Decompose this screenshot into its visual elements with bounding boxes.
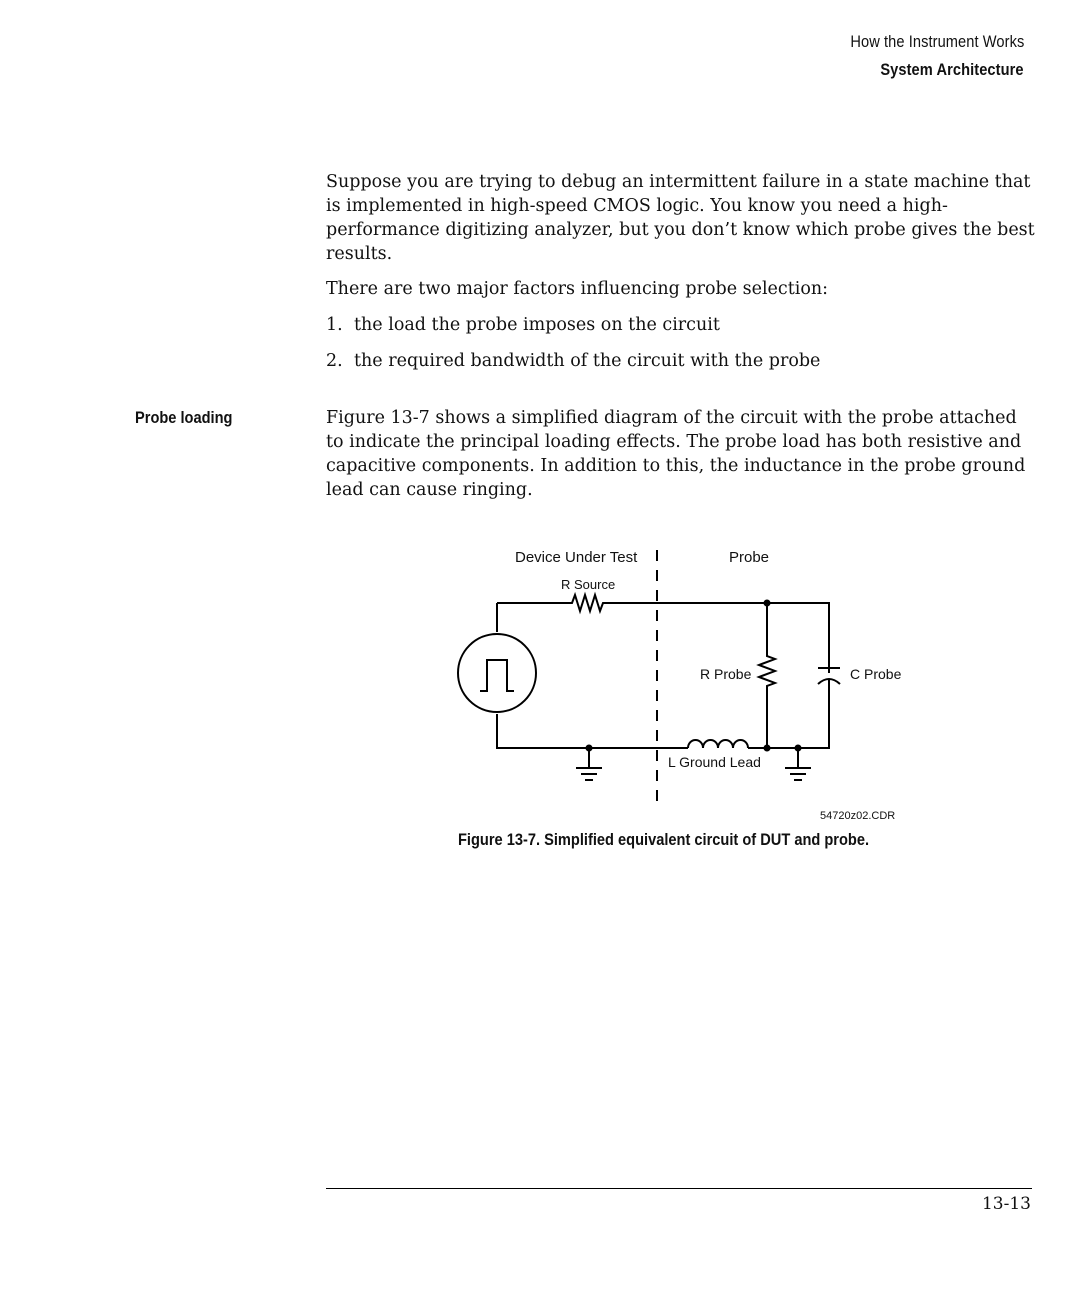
label-r-probe: R Probe	[700, 666, 752, 682]
junction-dot	[764, 745, 771, 752]
label-c-probe: C Probe	[850, 666, 902, 682]
page-number: 13-13	[981, 1194, 1031, 1214]
list-item-text: the load the probe imposes on the circuit	[354, 315, 720, 335]
circuit-diagram	[430, 540, 930, 830]
left-wire-bottom	[497, 714, 688, 748]
probe-loading-paragraph: Figure 13-7 shows a simplified diagram of the circuit with the probe attached to indicate the principal loading effects. The probe load has both resistive and capacitive components. In addition to this, the inductance in the probe ground lead can cause ringing.	[326, 408, 1026, 500]
footer-rule	[326, 1188, 1032, 1189]
list-item	[326, 349, 1036, 373]
factors-intro: There are two major factors influencing probe selection:	[326, 279, 829, 299]
side-heading: Probe loading	[135, 408, 233, 427]
ground-symbol-right	[785, 748, 811, 780]
junction-dot	[795, 745, 802, 752]
running-header-section: System Architecture	[880, 60, 1024, 79]
figure-file-id: 54720z02.CDR	[820, 810, 896, 822]
label-probe: Probe	[729, 549, 770, 566]
top-wire	[497, 595, 829, 673]
pulse-source-circle	[458, 634, 536, 712]
r-probe-resistor	[759, 603, 775, 748]
list-item-number: 1.	[326, 315, 343, 335]
running-header-chapter: How the Instrument Works	[849, 32, 1024, 51]
pulse-symbol	[480, 660, 514, 691]
junction-dot	[586, 745, 593, 752]
circuit-figure	[430, 540, 930, 830]
intro-paragraph: Suppose you are trying to debug an intermittent failure in a state machine that is implemented in high-speed CMOS logic. You know you need a high-performance digitizing analyzer, but you don’t know which probe gives the best results.	[326, 172, 1035, 264]
label-device-under-test: Device Under Test	[515, 549, 638, 566]
list-item	[326, 313, 1036, 337]
ground-symbol-left	[576, 748, 602, 780]
label-l-ground-lead: L Ground Lead	[668, 754, 761, 770]
list-item-text: the required bandwidth of the circuit with the probe	[354, 351, 821, 371]
list-item-number: 2.	[326, 351, 343, 371]
inductor-coil	[688, 704, 829, 748]
figure-caption: Figure 13-7. Simplified equivalent circuit of DUT and probe.	[458, 830, 870, 849]
junction-dot	[764, 600, 771, 607]
label-r-source: R Source	[561, 577, 616, 592]
